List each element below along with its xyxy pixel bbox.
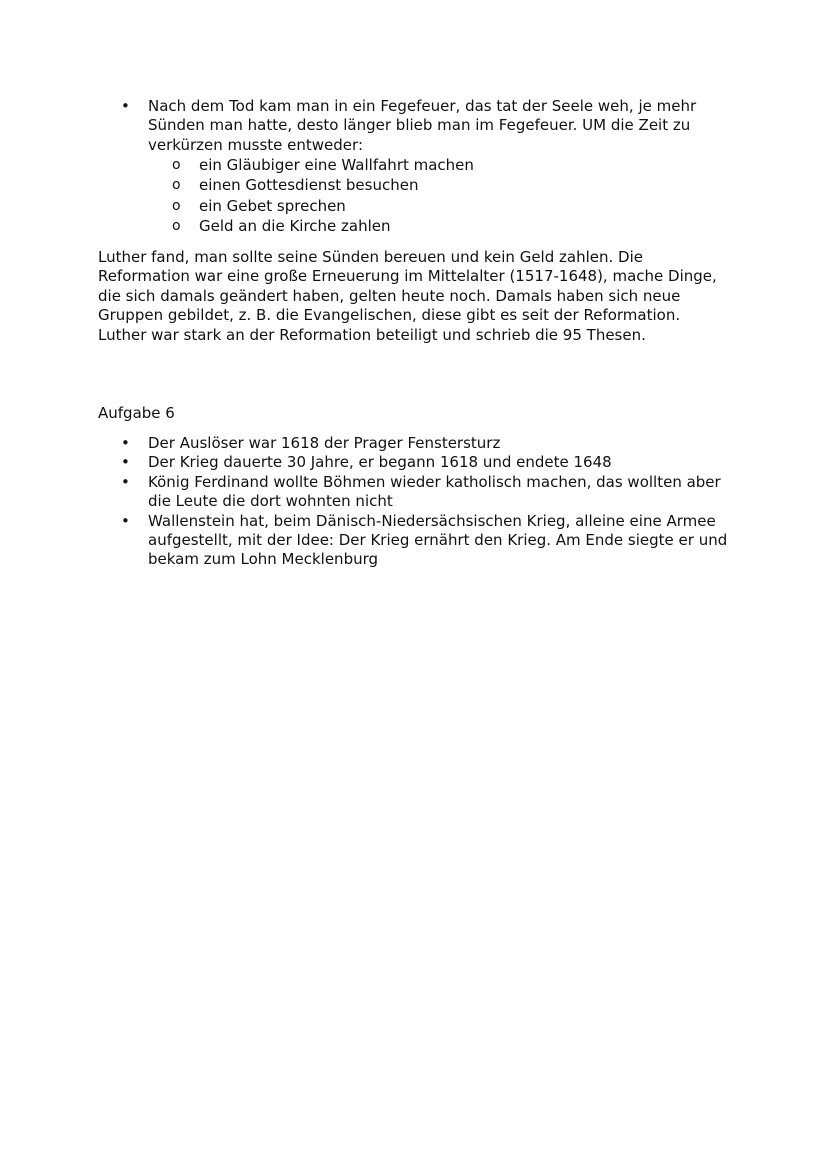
sub-list-item <box>98 155 738 175</box>
bullet-marker: • <box>121 434 130 452</box>
thirty-years-war-bullet-list <box>98 434 738 570</box>
bullet-marker: • <box>121 97 130 115</box>
list-item <box>98 434 738 453</box>
list-item-text: Der Krieg dauerte 30 Jahre, er begann 1618 und endete 1648 <box>148 453 612 472</box>
sub-list <box>148 155 738 236</box>
bullet-marker: • <box>121 472 130 491</box>
list-item-text: Der Auslöser war 1618 der Prager Fenstersturz <box>148 434 501 452</box>
list-item <box>98 97 738 236</box>
list-item-text: Wallenstein hat, beim Dänisch-Niedersächsischen Krieg, alleine eine Armee aufgestellt, mit der Idee: Der Krieg ernährt den Krieg. Am Ende siegte er und bekam zum Lohn Mecklenburg <box>148 511 728 569</box>
sub-list-item <box>98 216 738 236</box>
sub-bullet-marker: o <box>172 197 181 214</box>
sub-list-item <box>98 196 738 216</box>
luther-paragraph: Luther fand, man sollte seine Sünden bereuen und kein Geld zahlen. Die Reformation war eine große Erneuerung im Mittelalter (1517-1648), mache Dinge, die sich damals geändert haben, gelten heute noch. Damals haben sich neue Gruppen gebildet, z. B. die Evangelischen, diese gibt es seit der Reformation. Luther war stark an der Reformation beteiligt und schrieb die 95 Thesen. <box>98 248 717 344</box>
purgatory-bullet-list <box>98 97 738 236</box>
task-heading: Aufgabe 6 <box>98 404 175 422</box>
sub-list-item <box>98 175 738 195</box>
sub-bullet-marker: o <box>172 217 181 234</box>
list-item <box>98 512 738 570</box>
list-item-text: König Ferdinand wollte Böhmen wieder katholisch machen, das wollten aber die Leute die dort wohnten nicht <box>148 472 721 511</box>
list-item <box>98 453 738 472</box>
sub-list-item-text: ein Gläubiger eine Wallfahrt machen <box>199 156 474 175</box>
sub-list-item-text: einen Gottesdienst besuchen <box>199 176 419 195</box>
list-item <box>98 473 738 512</box>
sub-bullet-marker: o <box>172 157 181 174</box>
sub-list-item-text: ein Gebet sprechen <box>199 196 346 215</box>
list-item-text: Nach dem Tod kam man in ein Fegefeuer, das tat der Seele weh, je mehr Sünden man hatte, desto länger blieb man im Fegefeuer. UM die Zeit zu verkürzen musste entweder: <box>148 97 697 154</box>
sub-bullet-marker: o <box>172 177 181 194</box>
bullet-marker: • <box>121 453 130 472</box>
sub-list-item-text: Geld an die Kirche zahlen <box>199 216 391 235</box>
bullet-marker: • <box>121 511 130 530</box>
